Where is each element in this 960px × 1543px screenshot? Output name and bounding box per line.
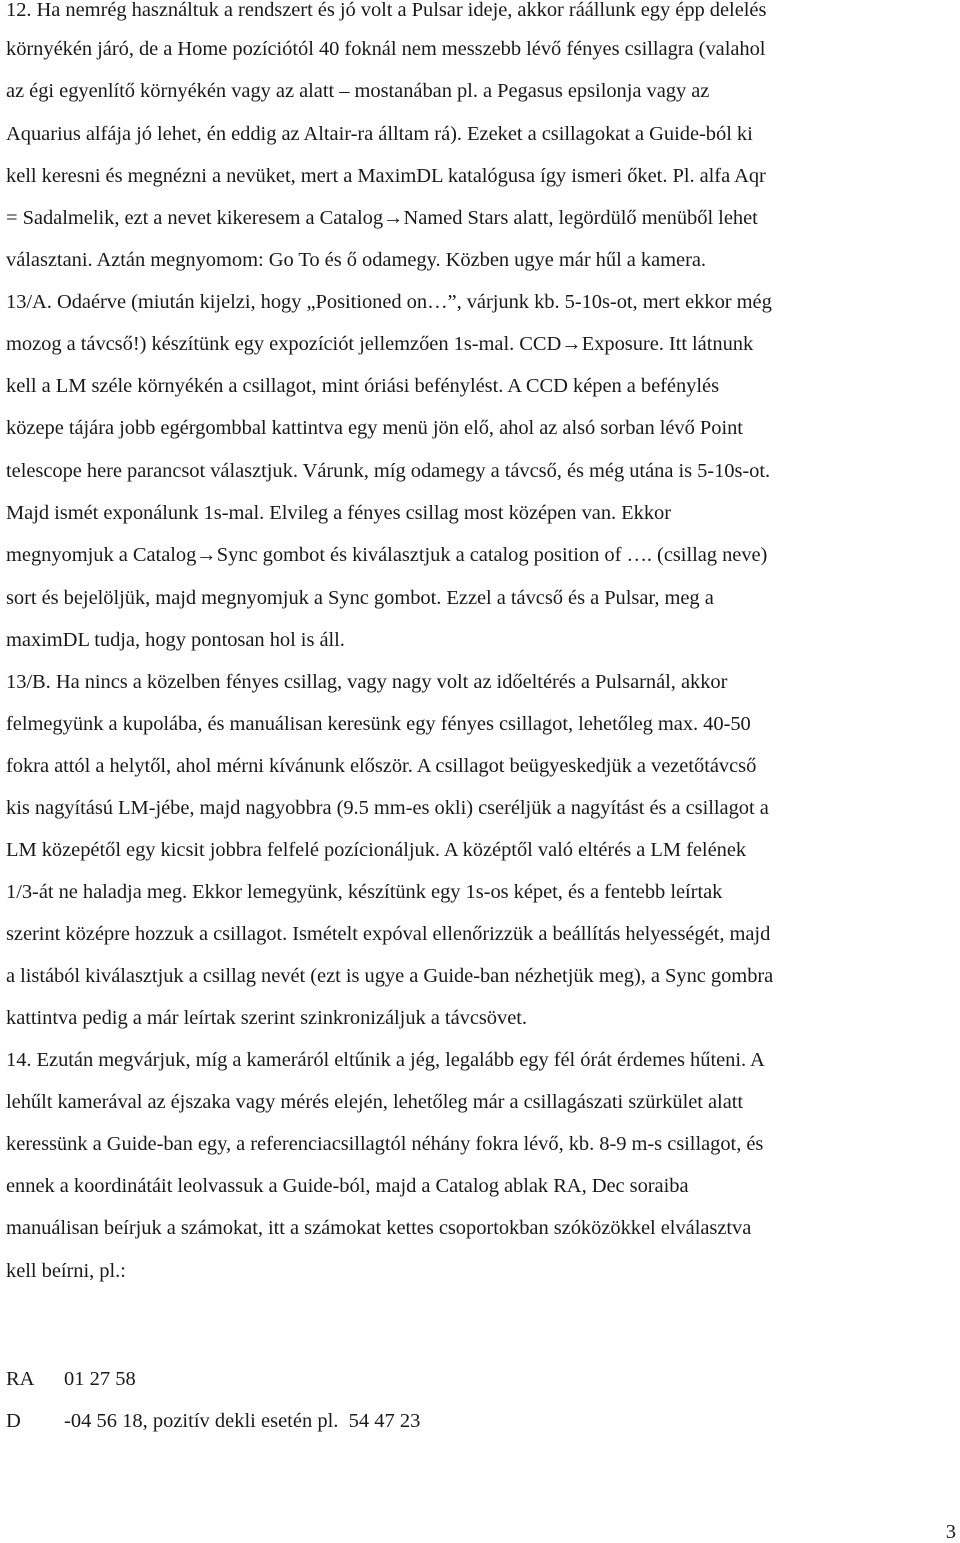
text-line: kell beírni, pl.: (6, 1260, 126, 1282)
text-line: kattintva pedig a már leírtak szerint szinkronizáljuk a távcsövet. (6, 1007, 527, 1029)
text-line: lehűlt kamerával az éjszaka vagy mérés elején, lehetőleg már a csillagászati szürkület alatt (6, 1091, 744, 1113)
text-line: LM közepétől egy kicsit jobbra felfelé pozícionáljuk. A középtől való eltérés a LM felének (6, 839, 747, 861)
text-line: felmegyünk a kupolába, és manuálisan keresünk egy fényes csillagot, lehetőleg max. 40-50 (6, 713, 751, 735)
text-line: Majd ismét exponálunk 1s-mal. Elvileg a fényes csillag most középen van. Ekkor (6, 502, 672, 524)
page-number: 3 (945, 1521, 956, 1543)
text-line: telescope here parancsot választjuk. Várunk, míg odamegy a távcső, és még utána is 5-10s-ot. (6, 460, 771, 482)
text-line: kell keresni és megnézni a nevüket, mert a MaximDL katalógusa így ismeri őket. Pl. alfa Aqr (6, 165, 766, 187)
text-line: közepe tájára jobb egérgombbal kattintva egy menü jön elő, ahol az alsó sorban lévő Point (6, 417, 743, 439)
text-line: keressünk a Guide-ban egy, a referenciacsillagtól néhány fokra lévő, kb. 8-9 m-s csillagot, és (6, 1133, 764, 1155)
text-line: 14. Ezután megvárjuk, míg a kameráról eltűnik a jég, legalább egy fél órát érdemes hűteni. A (6, 1049, 765, 1071)
text-line: az égi egyenlítő környékén vagy az alatt – mostanában pl. a Pegasus epsilonja vagy az (6, 80, 710, 102)
text-line: manuálisan beírjuk a számokat, itt a számokat kettes csoportokban szóközökkel elválasztva (6, 1217, 752, 1239)
coordinate-key: D (6, 1410, 21, 1432)
text-line: környékén járó, de a Home pozíciótól 40 foknál nem messzebb lévő fényes csillagra (valahol (6, 38, 766, 60)
text-line: kell a LM széle környékén a csillagot, mint óriási befénylést. A CCD képen a befénylés (6, 375, 720, 397)
text-line: megnyomjuk a Catalog→Sync gombot és kiválasztjuk a catalog position of …. (csillag neve) (6, 544, 768, 566)
text-line: kis nagyítású LM-jébe, majd nagyobbra (9.5 mm-es okli) cseréljük a nagyítást és a csillagot a (6, 797, 769, 819)
text-line: 13/B. Ha nincs a közelben fényes csillag, vagy nagy volt az időeltérés a Pulsarnál, akkor (6, 671, 728, 693)
text-line: 1/3-át ne haladja meg. Ekkor lemegyünk, készítünk egy 1s-os képet, és a fentebb leírtak (6, 881, 723, 903)
text-line: maximDL tudja, hogy pontosan hol is áll. (6, 629, 345, 651)
text-line: fokra attól a helytől, ahol mérni kívánunk először. A csillagot beügyeskedjük a vezetőtávcső (6, 755, 757, 777)
text-line: mozog a távcső!) készítünk egy expozíciót jellemzően 1s-mal. CCD→Exposure. Itt látnunk (6, 333, 754, 355)
text-line: = Sadalmelik, ezt a nevet kikeresem a Catalog→Named Stars alatt, legördülő menüből lehet (6, 207, 758, 229)
text-line: a listából kiválasztjuk a csillag nevét (ezt is ugye a Guide-ban nézhetjük meg), a Sync gombra (6, 965, 774, 987)
text-line: ennek a koordinátáit leolvassuk a Guide-ból, majd a Catalog ablak RA, Dec soraiba (6, 1175, 689, 1197)
text-line: Aquarius alfája jó lehet, én eddig az Altair-ra álltam rá). Ezeket a csillagokat a Guide-ból ki (6, 123, 753, 145)
coordinate-key: RA (6, 1368, 35, 1390)
text-line: választani. Aztán megnyomom: Go To és ő odamegy. Közben ugye már hűl a kamera. (6, 249, 707, 271)
text-line: sort és bejelöljük, majd megnyomjuk a Sync gombot. Ezzel a távcső és a Pulsar, meg a (6, 587, 714, 609)
text-line: szerint középre hozzuk a csillagot. Ismételt expóval ellenőrizzük a beállítás helyességét, majd (6, 923, 771, 945)
coordinate-value: -04 56 18, pozitív dekli esetén pl. 54 47 23 (64, 1410, 421, 1432)
text-line: 12. Ha nemrég használtuk a rendszert és jó volt a Pulsar ideje, akkor ráállunk egy épp delelés (6, 0, 767, 21)
text-line: 13/A. Odaérve (miután kijelzi, hogy „Positioned on…”, várjunk kb. 5-10s-ot, mert ekkor még (6, 291, 772, 313)
coordinate-value: 01 27 58 (64, 1368, 136, 1390)
dec-coordinate-line (6, 1411, 420, 1432)
ra-coordinate-line (6, 1369, 136, 1390)
